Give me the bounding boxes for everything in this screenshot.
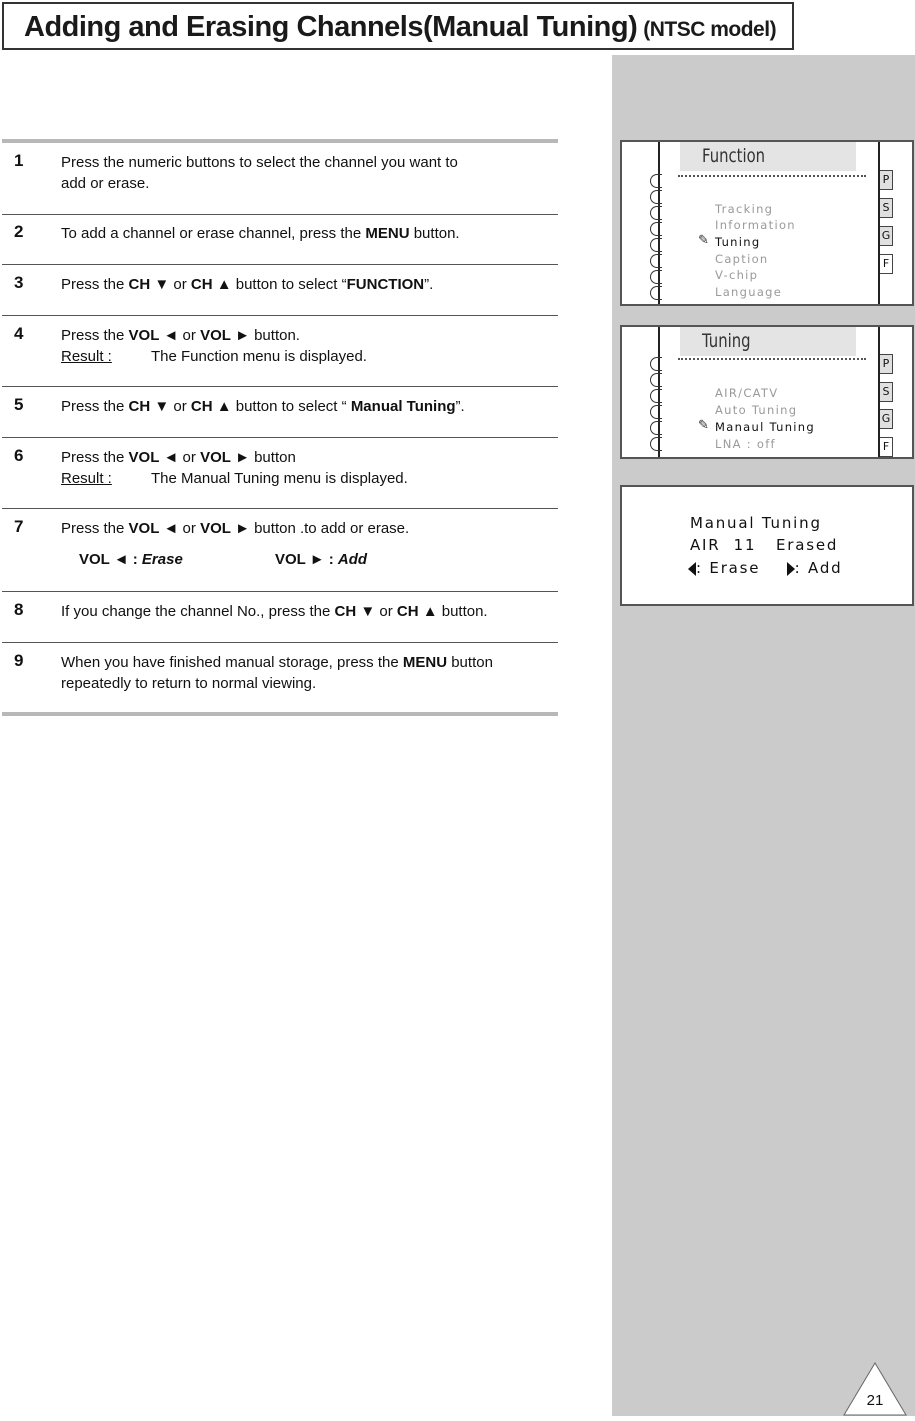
binder-ring	[650, 405, 662, 419]
text-run: ► button .to add or erase.	[230, 520, 410, 537]
ch-key-label: CH	[128, 398, 151, 415]
tab-s: S	[880, 198, 893, 218]
menu-key-label: MENU	[402, 654, 448, 671]
step-number: 7	[14, 517, 24, 536]
step-number: 1	[14, 151, 24, 170]
page-title	[24, 11, 776, 44]
binder-ring	[650, 389, 662, 403]
right-arrow-icon	[787, 562, 795, 576]
divider	[2, 214, 558, 215]
text-run: When you have finished manual storage, press the	[61, 654, 403, 671]
ch-key-label: CH	[396, 603, 419, 620]
step-number: 8	[14, 600, 24, 619]
page-number: 21	[866, 1392, 884, 1409]
menu-item-lna: LNA : off	[715, 437, 776, 451]
vol-key-label: VOL	[128, 520, 160, 537]
osd-manual-tuning	[620, 485, 914, 606]
top-divider	[2, 139, 558, 143]
osd-function-menu	[620, 140, 914, 306]
step-line: add or erase.	[61, 175, 150, 192]
text-run: ► button	[230, 449, 296, 466]
result-label: Result :	[61, 470, 112, 487]
dotted-separator	[678, 175, 866, 177]
menu-item-air-catv: AIR/CATV	[715, 386, 779, 400]
step-text	[61, 223, 553, 244]
step-text	[61, 152, 553, 194]
divider	[2, 386, 558, 387]
step-text	[61, 274, 553, 295]
vol-key-label: VOL	[128, 327, 160, 344]
binder-ring	[650, 357, 662, 371]
text-run: button.	[409, 225, 460, 242]
text-run: ► button.	[230, 327, 300, 344]
osd-controls	[688, 559, 842, 577]
menu-item-caption: Caption	[715, 252, 769, 266]
menu-item-manual-tuning: Manaul Tuning	[715, 420, 815, 434]
vol-left-hint	[79, 551, 183, 568]
text-run: VOL ◄ :	[79, 551, 138, 568]
left-arrow-icon	[688, 562, 696, 576]
text-run: button	[447, 654, 493, 671]
step-number: 3	[14, 273, 24, 292]
step-number: 5	[14, 395, 24, 414]
osd-tuning-menu	[620, 325, 914, 459]
text-run: ▲ button to select “	[212, 276, 347, 293]
step-text	[61, 447, 553, 489]
step-number: 9	[14, 651, 24, 670]
text-run: Press the	[61, 449, 129, 466]
pencil-icon: ✎	[698, 232, 709, 247]
menu-item-tuning: Tuning	[715, 235, 761, 249]
binder-ring	[650, 270, 662, 284]
step-text	[61, 652, 553, 694]
binder-ring	[650, 206, 662, 220]
pencil-icon: ✎	[698, 417, 709, 432]
tab-f: F	[880, 437, 893, 457]
text-run: Press the	[61, 520, 129, 537]
step-text	[61, 518, 553, 539]
manual-tuning-label: Manual Tuning	[350, 398, 456, 415]
step-line: repeatedly to return to normal viewing.	[61, 675, 317, 692]
osd-header	[680, 142, 856, 171]
binder-ring	[650, 174, 662, 188]
divider	[2, 508, 558, 509]
binder-ring	[650, 373, 662, 387]
menu-item-auto-tuning: Auto Tuning	[715, 403, 798, 417]
divider	[2, 264, 558, 265]
page-title-subtitle: (NTSC model)	[643, 18, 777, 41]
function-label: FUNCTION	[346, 276, 425, 293]
tab-g: G	[880, 409, 893, 429]
menu-item-information: Information	[715, 218, 796, 232]
binder-ring	[650, 238, 662, 252]
menu-key-label: MENU	[365, 225, 410, 242]
menu-tabs	[878, 142, 915, 304]
page-title-box	[2, 2, 794, 50]
tab-p: P	[880, 354, 893, 374]
binder-ring	[650, 222, 662, 236]
step-line: Press the numeric buttons to select the channel you want to	[61, 154, 458, 171]
text-run: ”.	[455, 398, 465, 415]
osd-title: Tuning	[702, 330, 751, 352]
page-number-badge	[843, 1362, 907, 1416]
text-run: ”.	[424, 276, 434, 293]
text-run: ▲ button to select “	[212, 398, 351, 415]
ch-key-label: CH	[190, 276, 213, 293]
step-text	[61, 601, 553, 622]
erase-label: Erase	[141, 551, 183, 568]
binder-ring	[650, 254, 662, 268]
dotted-separator	[678, 358, 866, 360]
vol-key-label: VOL	[200, 520, 231, 537]
text-run: ◄ or	[159, 327, 201, 344]
text-run: Press the	[61, 276, 129, 293]
tab-g: G	[880, 226, 893, 246]
result-text: The Manual Tuning menu is displayed.	[151, 470, 408, 487]
osd-manual-title: Manual Tuning	[690, 514, 822, 532]
tab-s: S	[880, 382, 893, 402]
vol-key-label: VOL	[200, 327, 231, 344]
binder-ring	[650, 286, 662, 300]
text-run: ◄ or	[159, 449, 201, 466]
divider	[2, 437, 558, 438]
text-run: Press the	[61, 398, 129, 415]
menu-item-tracking: Tracking	[715, 202, 774, 216]
text-run: Press the	[61, 327, 129, 344]
text-run: VOL ► :	[275, 551, 334, 568]
step-text	[61, 325, 553, 367]
text-run: ▼ or	[150, 276, 191, 293]
ch-key-label: CH	[128, 276, 151, 293]
divider	[2, 315, 558, 316]
ch-key-label: CH	[190, 398, 213, 415]
text-run: ◄ or	[159, 520, 201, 537]
osd-title: Function	[702, 145, 766, 167]
vol-key-label: VOL	[128, 449, 160, 466]
divider	[2, 642, 558, 643]
erase-hint: : Erase	[696, 559, 761, 577]
binder-ring	[650, 437, 662, 451]
step-number: 4	[14, 324, 24, 343]
step-number: 6	[14, 446, 24, 465]
vol-key-label: VOL	[200, 449, 231, 466]
add-label: Add	[337, 551, 368, 568]
bottom-divider	[2, 712, 558, 716]
binder-ring	[650, 421, 662, 435]
menu-tabs	[878, 327, 915, 457]
text-run: To add a channel or erase channel, press the	[61, 225, 366, 242]
osd-header	[680, 327, 856, 356]
tab-p: P	[880, 170, 893, 190]
vol-right-hint	[275, 551, 367, 568]
binder-ring	[650, 190, 662, 204]
page-title-main: Adding and Erasing Channels(Manual Tuning)	[24, 11, 638, 43]
add-hint: : Add	[794, 559, 843, 577]
text-run: ▲ button.	[418, 603, 488, 620]
text-run: ▼ or	[356, 603, 397, 620]
ch-key-label: CH	[334, 603, 357, 620]
osd-channel-status: AIR 11 Erased	[690, 536, 839, 554]
result-text: The Function menu is displayed.	[151, 348, 367, 365]
text-run: If you change the channel No., press the	[61, 603, 335, 620]
step-text	[61, 396, 553, 417]
result-label: Result :	[61, 348, 112, 365]
menu-item-vchip: V-chip	[715, 268, 759, 282]
text-run: ▼ or	[150, 398, 191, 415]
menu-item-language: Language	[715, 285, 783, 299]
tab-f: F	[880, 254, 893, 274]
step-number: 2	[14, 222, 24, 241]
divider	[2, 591, 558, 592]
